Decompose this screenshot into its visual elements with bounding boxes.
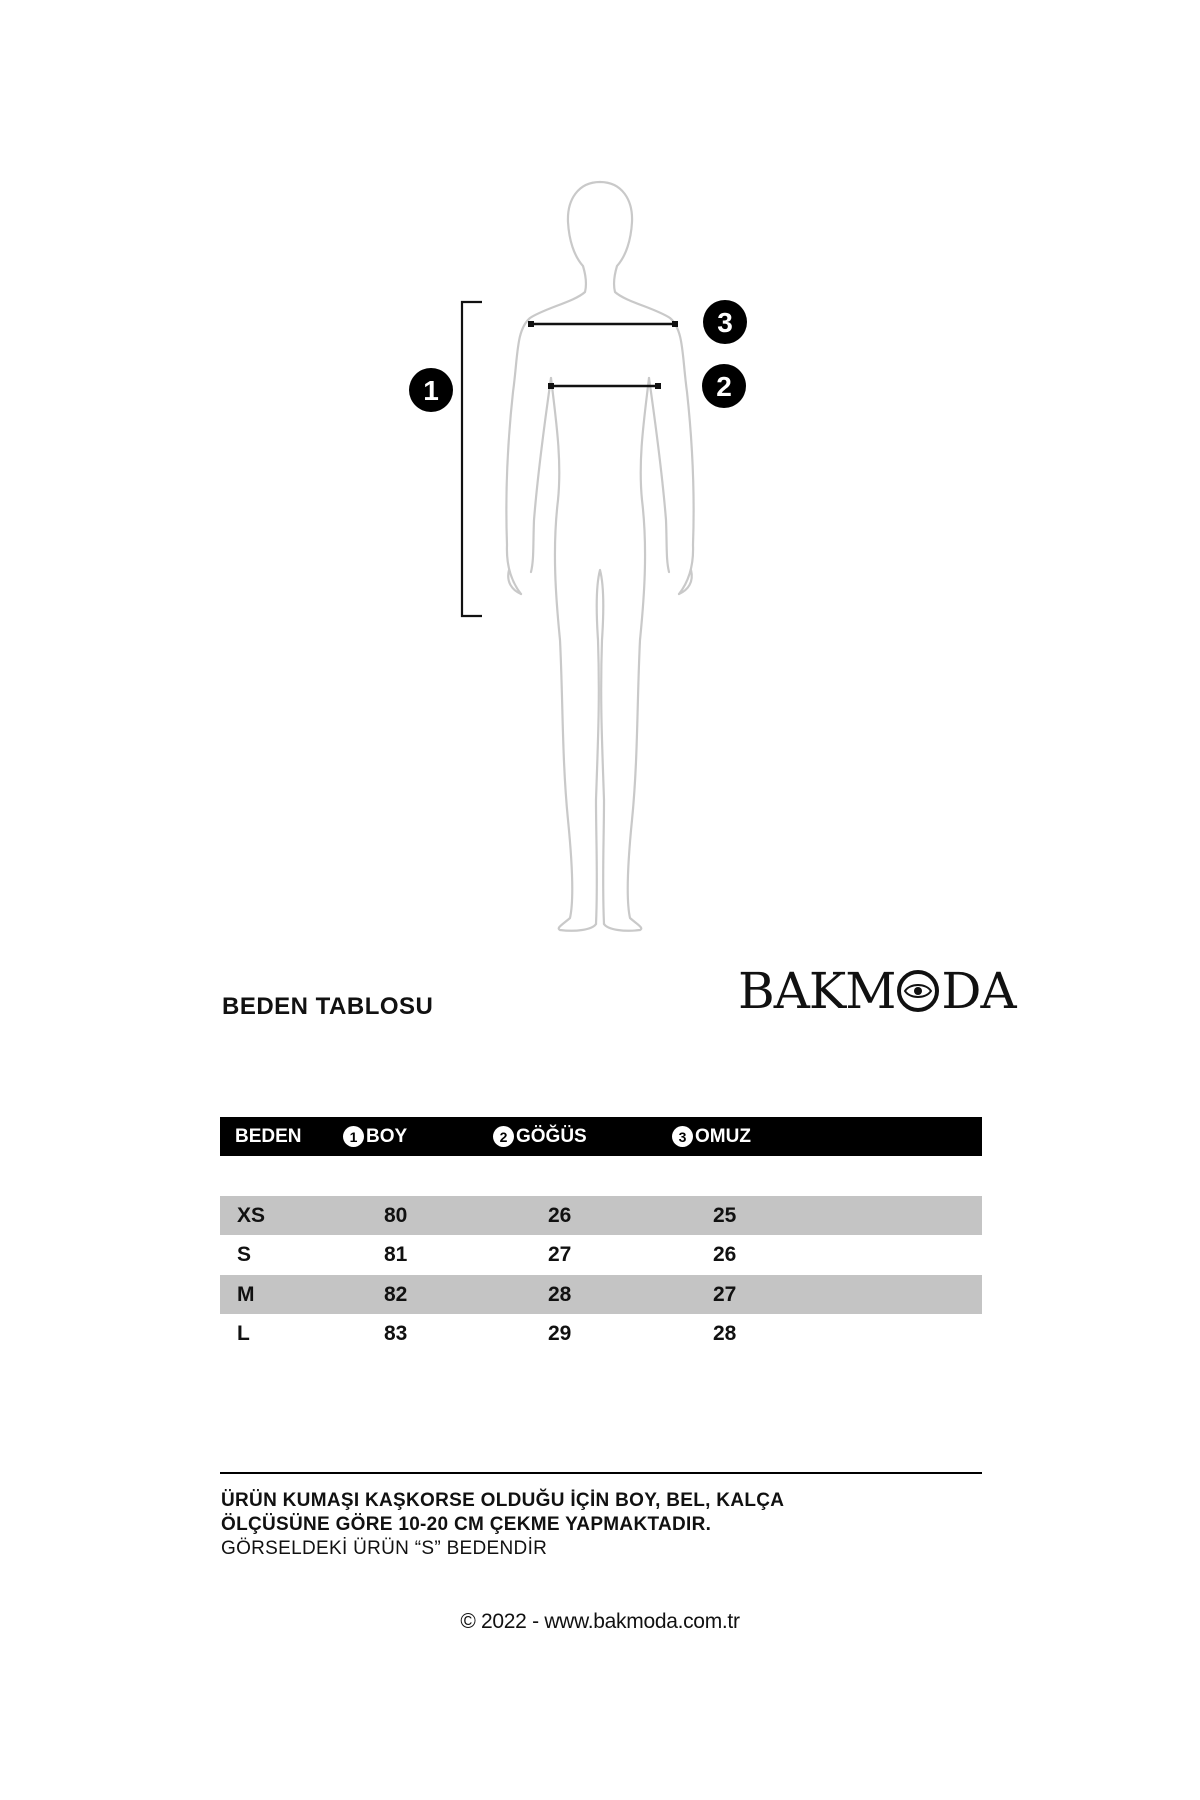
eye-icon bbox=[896, 969, 940, 1013]
row-boy: 81 bbox=[384, 1242, 408, 1266]
header-gogus-number: 2 bbox=[493, 1126, 514, 1147]
header-boy-number: 1 bbox=[343, 1126, 364, 1147]
row-boy: 83 bbox=[384, 1321, 408, 1345]
header-beden: BEDEN bbox=[235, 1125, 302, 1147]
marker-1-label: 1 bbox=[423, 375, 439, 406]
table-row bbox=[220, 1196, 982, 1235]
logo-text-left: BAKM bbox=[738, 962, 896, 1020]
body-silhouette bbox=[506, 182, 693, 931]
header-omuz-number: 3 bbox=[672, 1126, 693, 1147]
header-omuz-label: OMUZ bbox=[695, 1125, 751, 1147]
row-gogus: 26 bbox=[548, 1203, 572, 1227]
fabric-note-line1: ÜRÜN KUMAŞI KAŞKORSE OLDUĞU İÇİN BOY, BEL, KALÇA bbox=[221, 1490, 785, 1511]
row-omuz: 25 bbox=[713, 1203, 737, 1227]
marker-2-label: 2 bbox=[716, 371, 732, 402]
marker-3-badge bbox=[703, 300, 747, 344]
row-size: XS bbox=[237, 1203, 266, 1227]
row-size: M bbox=[237, 1282, 255, 1306]
header-gogus-label: GÖĞÜS bbox=[516, 1125, 587, 1147]
size-chart-title: BEDEN TABLOSU bbox=[222, 993, 434, 1020]
length-bracket bbox=[462, 302, 482, 616]
fabric-note-line2: ÖLÇÜSÜNE GÖRE 10-20 CM ÇEKME YAPMAKTADIR. bbox=[221, 1514, 712, 1535]
table-row bbox=[220, 1275, 982, 1314]
marker-1-badge bbox=[409, 368, 453, 412]
row-size: L bbox=[237, 1321, 250, 1345]
row-omuz: 27 bbox=[713, 1282, 737, 1306]
table-row bbox=[220, 1235, 982, 1274]
marker-3-label: 3 bbox=[717, 307, 733, 338]
row-size: S bbox=[237, 1242, 252, 1266]
header-omuz bbox=[672, 1117, 751, 1156]
logo-text-right: DA bbox=[941, 962, 1016, 1020]
model-size-note: GÖRSELDEKİ ÜRÜN “S” BEDENDİR bbox=[221, 1538, 548, 1559]
table-row bbox=[220, 1314, 982, 1353]
brand-logo bbox=[738, 962, 1016, 1020]
row-gogus: 28 bbox=[548, 1282, 572, 1306]
marker-2-badge bbox=[702, 364, 746, 408]
row-gogus: 27 bbox=[548, 1242, 572, 1266]
row-boy: 80 bbox=[384, 1203, 408, 1227]
header-gogus bbox=[493, 1117, 587, 1156]
header-boy-label: BOY bbox=[366, 1125, 408, 1147]
row-omuz: 26 bbox=[713, 1242, 737, 1266]
copyright-footer: © 2022 - www.bakmoda.com.tr bbox=[460, 1610, 740, 1633]
row-omuz: 28 bbox=[713, 1321, 737, 1345]
size-table-header bbox=[220, 1117, 982, 1156]
row-boy: 82 bbox=[384, 1282, 408, 1306]
divider bbox=[220, 1472, 982, 1474]
header-boy bbox=[343, 1117, 407, 1156]
row-gogus: 29 bbox=[548, 1321, 572, 1345]
